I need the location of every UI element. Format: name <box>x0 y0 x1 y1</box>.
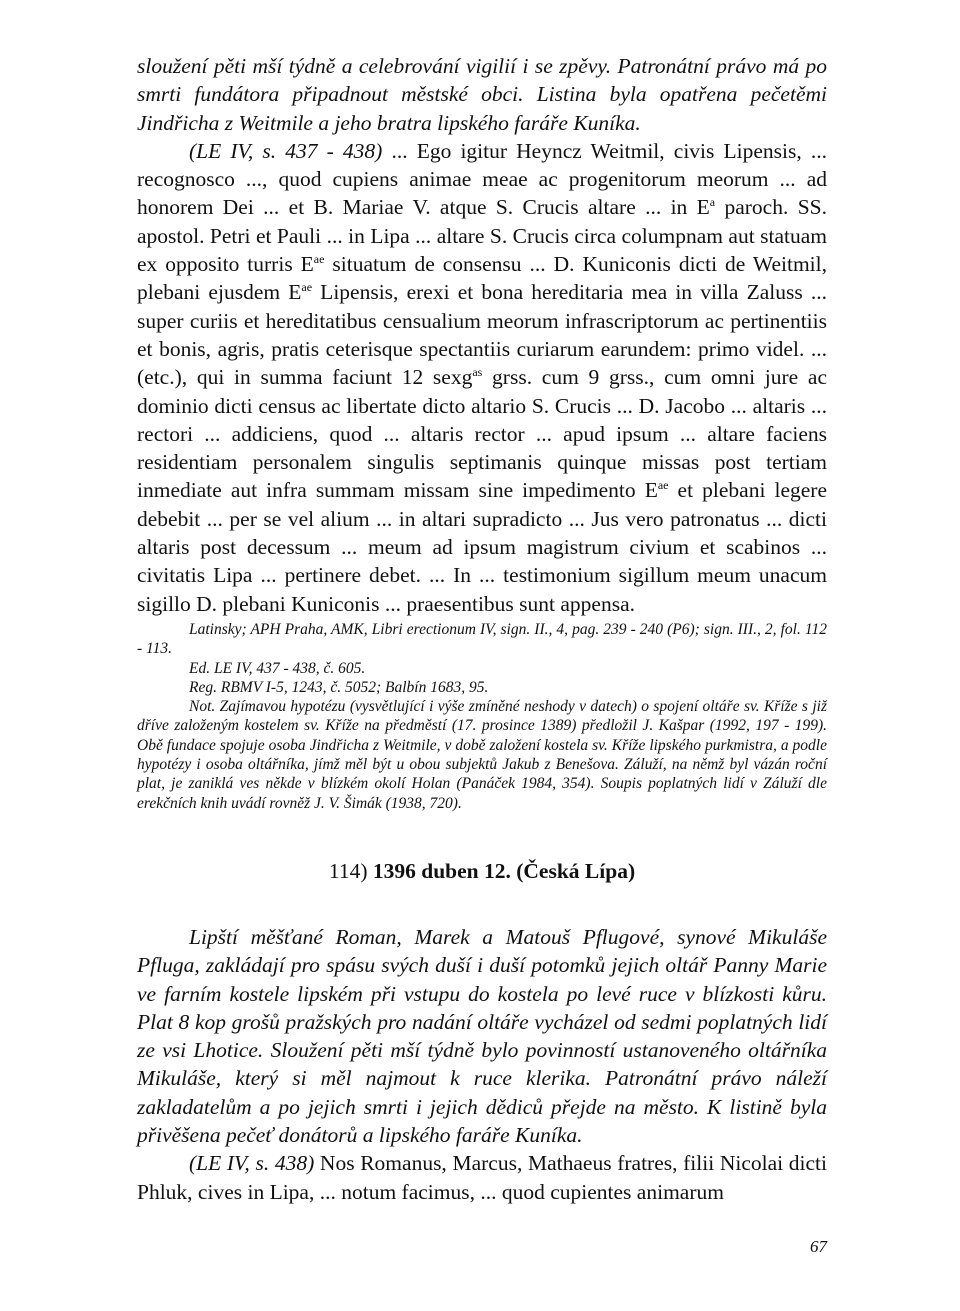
source-note: Not. Zajímavou hypotézu (vysvětlující i výše zmíněné neshody v datech) o spojení oltáře sv. Kříže s již dříve založeným kostelem sv. Kříže na předměstí (17. prosince 1389) předložil J. Kašpar (1992, 197 - 199). Obě fundace spojuje osoba Jindřicha z Weitmile, v době založení kostela sv. Kříže lipského purkmistra, a podle hypotézy i osoba oltářníka, jímž měl být u obou subjektů Jakub z Benešova. Záluží, na němž byl vázán roční plat, je zaniklá ves někde v blízkém okolí Holan (Panáček 1984, 354). Soupis poplatných lidí v Záluží dle erekčních knih uvádí rovněž J. V. Šimák (1938, 720). <box>137 698 827 812</box>
source-edition: Ed. LE IV, 437 - 438, č. 605. <box>189 659 366 677</box>
citation-reference: (LE IV, s. 437 - 438) <box>189 138 383 163</box>
entry-date-place: 1396 duben 12. (Česká Lípa) <box>372 858 636 883</box>
entry-heading <box>137 857 827 885</box>
page-number: 67 <box>810 1237 827 1256</box>
entry-citation-reference: (LE IV, s. 438) <box>189 1151 315 1176</box>
entry-summary: Lipští měšťané Roman, Marek a Matouš Pflugové, synové Mikuláše Pfluga, zakládají pro spásu svých duší i duší potomků jejich oltář Panny Marie ve farním kostele lipském při vstupu do kostela po levé ruce v blízkosti kůru. Plat 8 kop grošů pražských pro nadání oltáře vycházel od sedmi poplatných lidí ze vsi Lhotice. Sloužení pěti mší týdně bylo povinností ustanoveného oltářníka Mikuláše, který si měl najmout k ruce klerika. Patronátní právo náleží zakladatelům a po jejich smrti i jejich dědiců přejde na město. K listině byla přivěšena pečeť donátorů a lipského faráře Kuníka. <box>137 924 827 1147</box>
source-regest: Reg. RBMV I-5, 1243, č. 5052; Balbín 1683, 95. <box>189 678 489 696</box>
source-apparatus <box>137 620 827 813</box>
latin-charter-text: (LE IV, s. 437 - 438) ... Ego igitur Heyncz Weitmil, civis Lipensis, ... recognosco ..., quod cupiens animae meae ac progenitorum meorum ... ad honorem Dei ... et B. Mariae V. atque S. Crucis altare ... in $E^a$ paroch. SS. apostol. Petri et Pauli ... in Lipa ... altare S. Crucis circa columpnam aut statuam ex opposito turris $E^{ae}$ situatum de consensu ... D. Kuniconis dicti de Weitmil, plebani ejusdem $E^{ae}$ Lipensis, erexi et bona hereditaria mea in villa Zaluss ... super curiis et hereditatibus censualium meorum infrascriptorum ac pertinentiis et bonis, agris, pratis ceterisque spectantiis curiarum earundem: primo videl. ... (etc.), qui in summa faciunt 12 sexg$^{as}$ grss. cum 9 grss., cum omni jure ac dominio dicti census ac libertate dicto altario S. Crucis ... D. Jacobo ... altaris ... rectori ... addiciens, quod ... altaris rector ... apud ipsum ... altare faciens residentiam personalem singulis septimanis quinque missas post tertiam inmediate aut infra summam missam sine impedimento $E^{ae}$ et plebani legere debebit ... per se vel alium ... in altari supradicto ... Jus vero patronatus ... dicti altaris post decessum ... meum ad ipsum magistrum civium et scabinos ... civitatis Lipa ... pertinere debet. ... In ... testimonium sigillum meum unacum sigillo D. plebani Kuniconis ... praesentibus sunt appensa. <box>137 138 827 616</box>
source-archive: Latinsky; APH Praha, AMK, Libri erectionum IV, sign. II., 4, pag. 239 - 240 (P6); sign. III., 2, fol. 112 - 113. <box>137 620 827 658</box>
document-page <box>137 52 827 1206</box>
previous-entry-summary-end: sloužení pěti mší týdně a celebrování vigilií i se zpěvy. Patronátní právo má po smrti fundátora připadnout městské obci. Listina byla opatřena pečetěmi Jindřicha z Weitmile a jeho bratra lipského faráře Kuníka. <box>137 54 827 135</box>
entry-number: 114) <box>328 858 368 883</box>
entry-latin-text: (LE IV, s. 438) Nos Romanus, Marcus, Mathaeus fratres, filii Nicolai dicti Phluk, cives in Lipa, ... notum facimus, ... quod cupientes animarum <box>137 1151 827 1204</box>
